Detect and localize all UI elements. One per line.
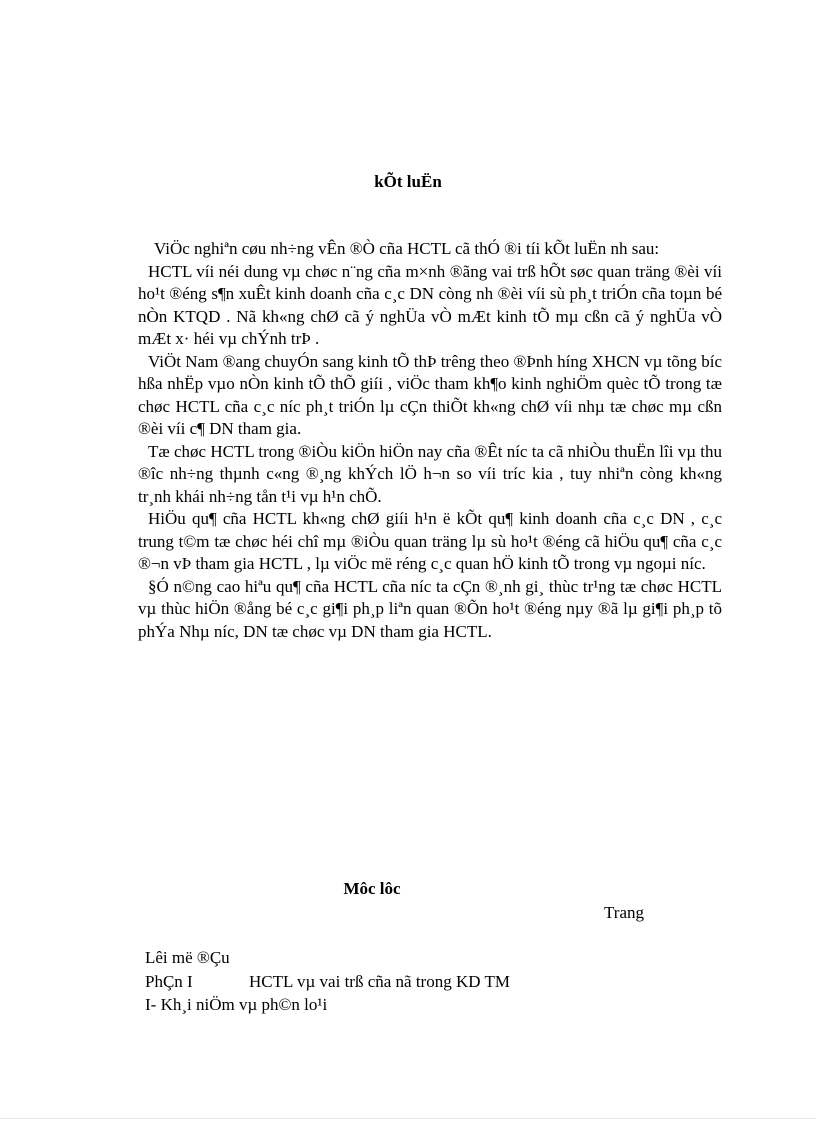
paragraph: HCTL víi néi dung vµ chøc n¨ng cña m×nh ®ãng vai trß hÕt søc quan träng ®èi víi ho¹t ®éng s¶n xuÊt kinh doanh cña c¸c DN còng nh ®èi víi sù ph¸t triÓn cña toµn bé nÒn KTQD . Nã kh«ng chØ cã ý nghÜa vÒ mÆt kinh tÕ mµ cßn cã ý nghÜa vÒ mÆt x· héi vµ chÝnh trÞ . bbox=[138, 261, 722, 348]
page-bottom-border bbox=[0, 1118, 816, 1119]
toc-page-column-label: Trang bbox=[604, 903, 644, 922]
paragraph: ViÖt Nam ®ang chuyÓn sang kinh tÕ thÞ trêng theo ®Þnh híng XHCN vµ tõng bíc hßa nhËp vµo nÒn kinh tÕ thÕ giíi , viÖc tham kh¶o kinh nghiÖm quèc tÕ trong tæ chøc HCTL cña c¸c níc ph¸t triÓn lµ cÇn thiÕt kh«ng chØ víi nhµ tæ chøc mµ cßn ®èi víi c¶ DN tham gia. bbox=[138, 351, 722, 438]
paragraph: HiÖu qu¶ cña HCTL kh«ng chØ giíi h¹n ë kÕt qu¶ kinh doanh cña c¸c DN , c¸c trung t©m tæ chøc héi chî mµ ®iÒu quan träng lµ sù ho¹t ®éng cã hiÖu qu¶ cña c¸c ®¬n vÞ tham gia HCTL , lµ viÖc më réng c¸c quan hÖ kinh tÕ trong vµ ngoµi níc. bbox=[138, 509, 722, 573]
paragraph: ViÖc nghiªn cøu nh÷ng vÊn ®Ò cña HCTL cã thÓ ®i tíi kÕt luËn nh sau: bbox=[154, 239, 660, 258]
conclusion-title: kÕt luËn bbox=[374, 172, 442, 191]
table-of-contents bbox=[145, 946, 510, 1017]
toc-entry-title: HCTL vµ vai trß cña nã trong KD TM bbox=[249, 971, 510, 991]
conclusion-body bbox=[138, 238, 722, 643]
paragraph: §Ó n©ng cao hiªu qu¶ cña HCTL cña níc ta cÇn ®¸nh gi¸ thùc tr¹ng tæ chøc HCTL vµ thùc hiÖn ®ång bé c¸c gi¶i ph¸p liªn quan ®Õn ho¹t ®éng nµy ®ã lµ gi¶i ph¸p tõ phÝa Nhµ níc, DN tæ chøc vµ DN tham gia HCTL. bbox=[138, 576, 722, 641]
toc-entry-label: I- Kh¸i niÖm vµ ph©n lo¹i bbox=[145, 995, 328, 1014]
table-of-contents-title: Môc lôc bbox=[343, 879, 401, 898]
toc-entry-section: PhÇn I bbox=[145, 971, 193, 991]
toc-entry bbox=[145, 993, 510, 1017]
toc-entry bbox=[145, 946, 510, 970]
paragraph: Tæ chøc HCTL trong ®iÒu kiÖn hiÖn nay cña ®Êt níc ta cã nhiÒu thuËn lîi vµ thu ®îc nh÷ng thµnh c«ng ®¸ng khÝch lÖ h¬n so víi tríc kia , tuy nhiªn còng kh«ng tr¸nh khái nh÷ng tån t¹i vµ h¹n chÕ. bbox=[138, 441, 722, 506]
toc-entry bbox=[145, 970, 510, 994]
toc-entry-label: Lêi më ®Çu bbox=[145, 948, 230, 967]
